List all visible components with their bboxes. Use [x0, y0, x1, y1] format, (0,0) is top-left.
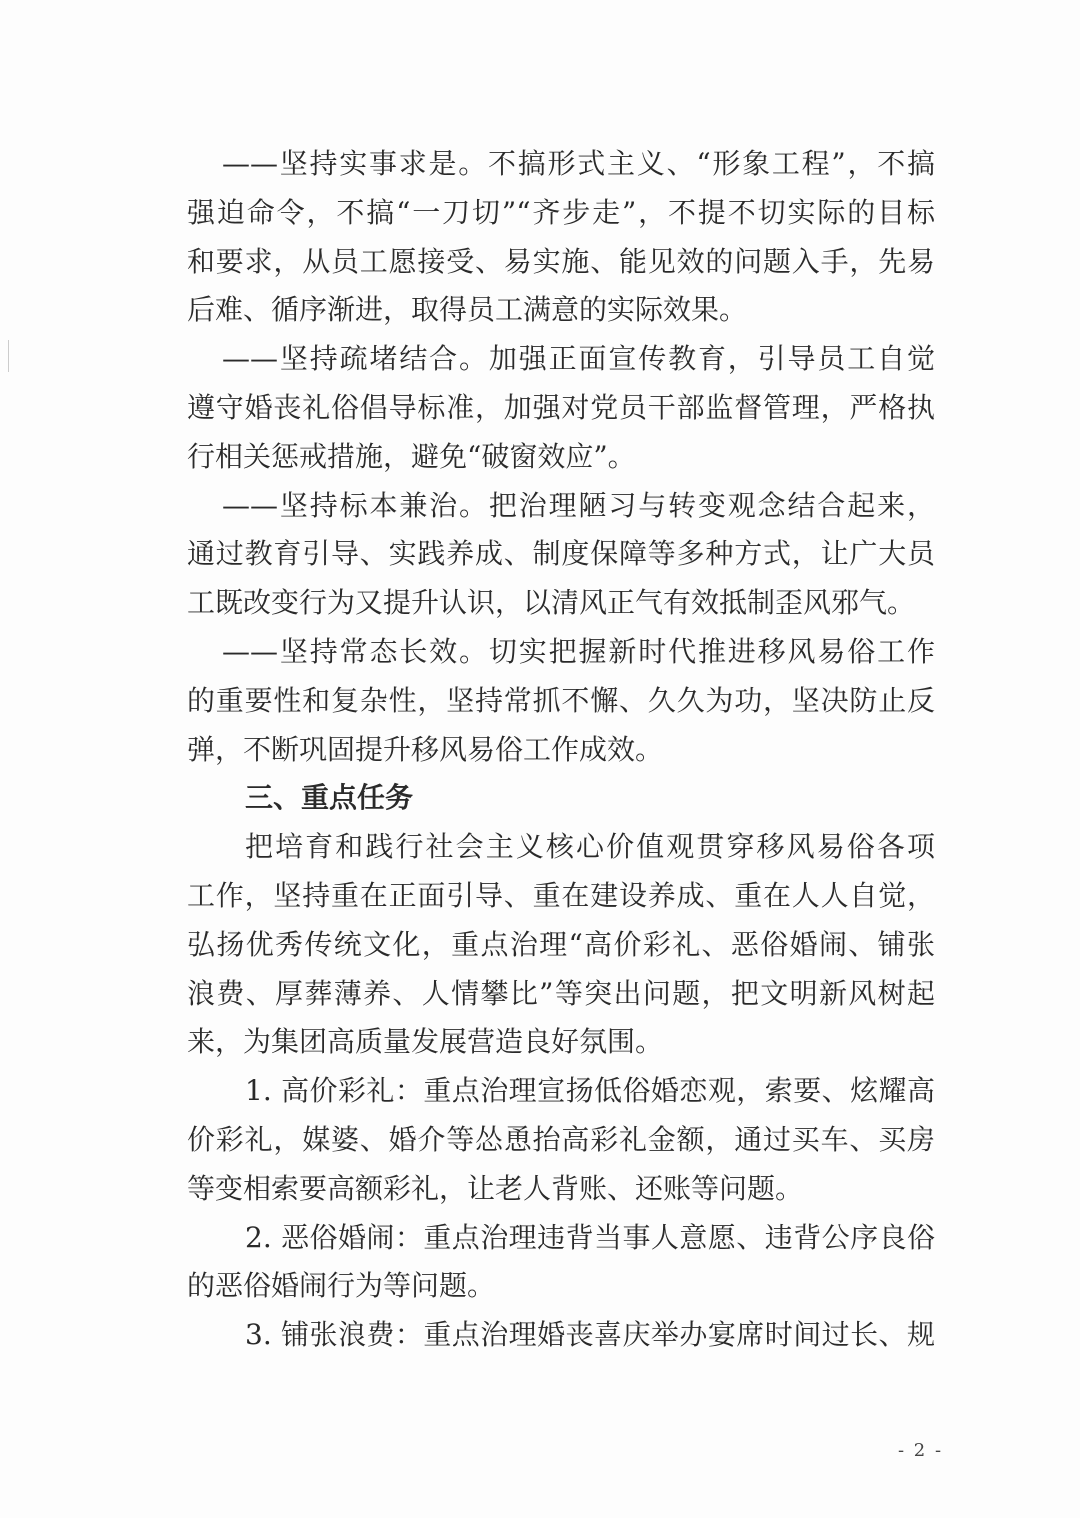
paragraph [187, 140, 935, 335]
text-line: 工既改变行为又提升认识，以清风正气有效抵制歪风邪气。 [187, 586, 916, 620]
paragraph [187, 628, 935, 774]
text-line: 三、重点任务 [245, 781, 414, 815]
text-line: 1. 高价彩礼：重点治理宣扬低俗婚恋观，索要、炫耀高 [245, 1074, 935, 1108]
text-line: 把培育和践行社会主义核心价值观贯穿移风易俗各项 [245, 830, 935, 864]
page-number: - 2 - [898, 1440, 944, 1461]
text-line: 遵守婚丧礼俗倡导标准，加强对党员干部监督管理，严格执 [187, 390, 935, 424]
text-line: 强迫命令，不搞“一刀切”“齐步走”，不提不切实际的目标 [187, 195, 935, 229]
text-line: 和要求，从员工愿接受、易实施、能见效的问题入手，先易 [187, 244, 935, 278]
text-line: 来，为集团高质量发展营造良好氛围。 [187, 1025, 664, 1059]
text-line: 2. 恶俗婚闹：重点治理违背当事人意愿、违背公序良俗 [245, 1220, 935, 1254]
paragraph [187, 1311, 935, 1360]
text-line: ——坚持标本兼治。把治理陋习与转变观念结合起来， [222, 488, 935, 522]
text-line: 通过教育引导、实践养成、制度保障等多种方式，让广大员 [187, 537, 935, 571]
text-line: ——坚持实事求是。不搞形式主义、“形象工程”，不搞 [222, 147, 935, 180]
text-line: 等变相索要高额彩礼，让老人背账、还账等问题。 [187, 1171, 804, 1205]
text-line: 的重要性和复杂性，坚持常抓不懈、久久为功，坚决防止反 [187, 683, 935, 717]
text-line: ——坚持疏堵结合。加强正面宣传教育，引导员工自觉 [222, 342, 935, 376]
text-line: 后难、循序渐进，取得员工满意的实际效果。 [187, 293, 748, 327]
text-line: 弹，不断巩固提升移风易俗工作成效。 [187, 732, 664, 766]
text-line: 弘扬优秀传统文化，重点治理“高价彩礼、恶俗婚闹、铺张 [187, 927, 935, 961]
text-line: 浪费、厚葬薄养、人情攀比”等突出问题，把文明新风树起 [187, 976, 935, 1010]
text-line: 的恶俗婚闹行为等问题。 [187, 1269, 496, 1303]
text-line: 3. 铺张浪费：重点治理婚丧喜庆举办宴席时间过长、规 [245, 1318, 935, 1352]
paragraph [187, 1067, 935, 1213]
paragraph [187, 482, 935, 628]
paragraph [187, 1214, 935, 1312]
text-line: 价彩礼，媒婆、婚介等怂恿抬高彩礼金额，通过买车、买房 [187, 1122, 935, 1156]
scan-edge-mark [8, 340, 9, 372]
section-heading [187, 774, 935, 823]
document-body [187, 140, 935, 1360]
paragraph [187, 335, 935, 481]
text-line: 工作，坚持重在正面引导、重在建设养成、重在人人自觉， [187, 878, 935, 912]
text-line: 行相关惩戒措施，避免“破窗效应”。 [187, 439, 636, 473]
text-line: ——坚持常态长效。切实把握新时代推进移风易俗工作 [222, 634, 935, 668]
paragraph [187, 823, 935, 1067]
